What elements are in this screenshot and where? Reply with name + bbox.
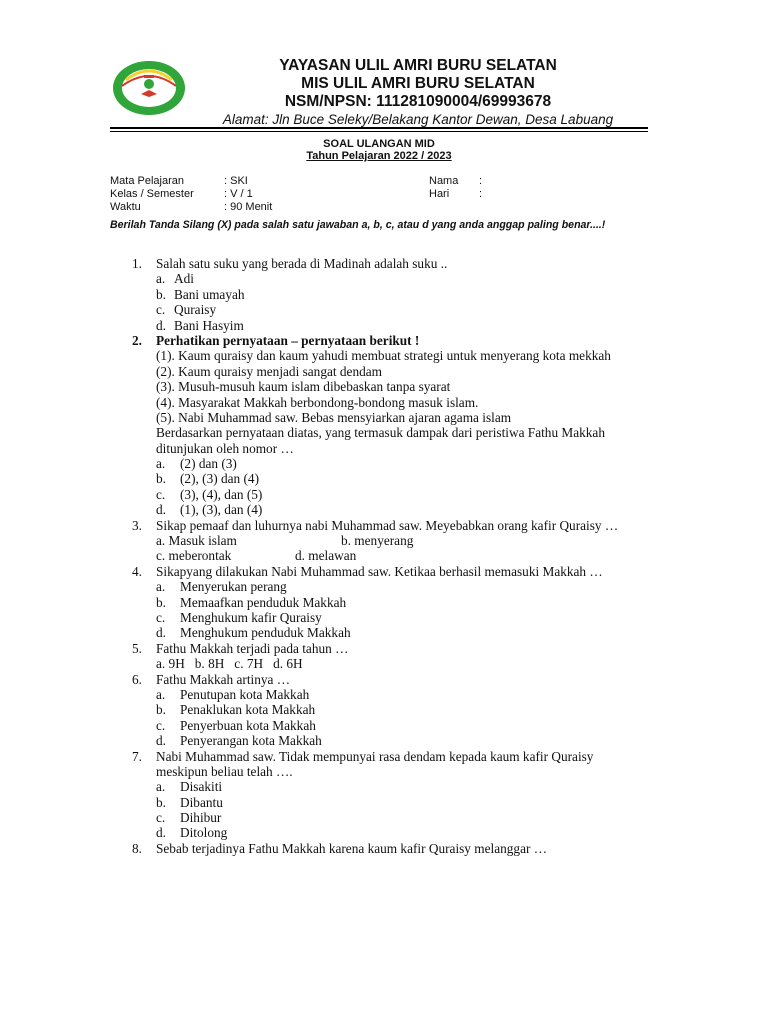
header-divider-thin: [110, 131, 648, 132]
info-row: [110, 175, 272, 188]
exam-info-right: [429, 175, 482, 201]
school-nsm: NSM/NPSN: 111281090004/69993678: [284, 93, 552, 110]
option: [0, 456, 768, 471]
option-text: Penyerbuan kota Makkah: [180, 717, 316, 733]
option-letter: c.: [156, 486, 166, 502]
option-letter: d.: [156, 317, 166, 333]
option-letter: b.: [156, 702, 166, 718]
question-6: [0, 672, 768, 687]
option-text: Bani Hasyim: [174, 317, 244, 333]
option-text: (2), (3) dan (4): [180, 471, 260, 487]
option-text: Dihibur: [180, 810, 222, 826]
question-list: [0, 256, 768, 856]
option-letter: b.: [156, 286, 166, 302]
option-d: d. melawan: [295, 548, 357, 564]
option-letter: d.: [156, 733, 166, 749]
prompt-text: ditunjukan oleh nomor …: [156, 440, 294, 456]
info-row: [429, 175, 482, 188]
option: [0, 318, 768, 333]
question-4: [0, 564, 768, 579]
option: [0, 795, 768, 810]
statement-text: (4). Masyarakat Makkah berbondong-bondong masuk islam.: [156, 394, 479, 410]
statement: [0, 410, 768, 425]
option-c: c. meberontak: [156, 548, 232, 564]
question-prompt: [0, 425, 768, 440]
header-divider-thick: [110, 127, 648, 129]
option-row: [0, 548, 768, 563]
option: [0, 825, 768, 840]
option-letter: c.: [156, 717, 166, 733]
question-text: Salah satu suku yang berada di Madinah adalah suku ..: [156, 256, 448, 271]
statement-text: (1). Kaum quraisy dan kaum yahudi membuat strategi untuk menyerang kota mekkah: [156, 348, 611, 364]
question-2: [0, 333, 768, 348]
option-letter: d.: [156, 502, 166, 518]
option-text: Menyerukan perang: [180, 579, 287, 595]
option-letter: d.: [156, 625, 166, 641]
option-text: (3), (4), dan (5): [180, 486, 263, 502]
exam-info-left: [110, 175, 272, 214]
statement: [0, 348, 768, 363]
statement: [0, 395, 768, 410]
statement-text: (3). Musuh-musuh kaum islam dibebaskan tanpa syarat: [156, 379, 451, 395]
option: [0, 579, 768, 594]
option-text: Menghukum penduduk Makkah: [180, 625, 351, 641]
option-text: Dibantu: [180, 794, 223, 810]
question-number: 4.: [132, 563, 142, 579]
question-number: 2.: [132, 332, 142, 348]
statement: [0, 379, 768, 394]
info-row: [110, 188, 272, 201]
school-address: Alamat: Jln Buce Seleky/Belakang Kantor Dewan, Desa Labuang: [222, 112, 614, 127]
question-3: [0, 518, 768, 533]
info-value: : 90 Menit: [224, 201, 273, 213]
question-text: Sebab terjadinya Fathu Makkah karena kaum kafir Quraisy melanggar …: [156, 840, 548, 856]
option-letter: a.: [156, 579, 166, 595]
info-label: Nama: [429, 175, 459, 187]
option: [0, 733, 768, 748]
question-1: [0, 256, 768, 271]
question-number: 6.: [132, 671, 142, 687]
exam-title: [110, 138, 648, 162]
info-row: [110, 201, 272, 214]
option-letter: b.: [156, 471, 166, 487]
option-text: Penaklukan kota Makkah: [180, 702, 316, 718]
option: [0, 702, 768, 717]
option-text: Adi: [174, 271, 194, 287]
option: [0, 610, 768, 625]
option-letter: a.: [156, 686, 166, 702]
option-text: Penutupan kota Makkah: [180, 686, 310, 702]
instruction-text: Berilah Tanda Silang (X) pada salah satu jawaban a, b, c, atau d yang anda anggap paling benar....!: [110, 219, 606, 231]
question-number: 5.: [132, 640, 142, 656]
question-text: meskipun beliau telah ….: [156, 763, 293, 779]
option: [0, 271, 768, 286]
option-text: Penyerangan kota Makkah: [180, 733, 322, 749]
question-number: 3.: [132, 517, 142, 533]
option-letter: a.: [156, 271, 166, 287]
question-text-cont: [0, 764, 768, 779]
option-text: Ditolong: [180, 825, 228, 841]
option-a: a. Masuk islam: [156, 533, 237, 549]
info-value: : SKI: [224, 175, 248, 187]
option-text: Quraisy: [174, 302, 217, 318]
school-logo: [112, 60, 186, 116]
option: [0, 302, 768, 317]
option: [0, 687, 768, 702]
option-text: (2) dan (3): [180, 456, 237, 472]
statement-text: (2). Kaum quraisy menjadi sangat dendam: [156, 363, 382, 379]
option: [0, 471, 768, 486]
question-number: 8.: [132, 840, 142, 856]
info-label: Hari: [429, 188, 450, 200]
option: [0, 779, 768, 794]
question-prompt: [0, 441, 768, 456]
option-letter: c.: [156, 810, 166, 826]
exam-year: Tahun Pelajaran 2022 / 2023: [306, 150, 452, 162]
question-text: Fathu Makkah terjadi pada tahun …: [156, 640, 349, 656]
info-value: : V / 1: [224, 188, 253, 200]
option-text: Disakiti: [180, 779, 223, 795]
question-text: Nabi Muhammad saw. Tidak mempunyai rasa dendam kepada kaum kafir Quraisy: [156, 748, 594, 764]
option-letter: d.: [156, 825, 166, 841]
option-letter: a.: [156, 456, 166, 472]
prompt-text: Berdasarkan pernyataan diatas, yang termasuk dampak dari peristiwa Fathu Makkah: [156, 425, 605, 441]
option-letter: a.: [156, 779, 166, 795]
option-letter: c.: [156, 302, 166, 318]
info-label: Waktu: [110, 201, 141, 213]
option: [0, 718, 768, 733]
option-letter: c.: [156, 609, 166, 625]
option-text: (1), (3), dan (4): [180, 502, 263, 518]
question-8: [0, 841, 768, 856]
info-label: Mata Pelajaran: [110, 175, 184, 187]
option-row: [0, 533, 768, 548]
info-value: :: [479, 188, 483, 200]
option-letter: b.: [156, 594, 166, 610]
option: [0, 595, 768, 610]
info-label: Kelas / Semester: [110, 188, 194, 200]
statement-text: (5). Nabi Muhammad saw. Bebas mensyiarkan ajaran agama islam: [156, 409, 512, 425]
question-text: Sikap pemaaf dan luhurnya nabi Muhammad saw. Meyebabkan orang kafir Quraisy …: [156, 517, 619, 533]
options-line: a. 9H b. 8H c. 7H d. 6H: [156, 656, 303, 672]
option: [0, 487, 768, 502]
question-7: [0, 749, 768, 764]
option: [0, 810, 768, 825]
option-text: Bani umayah: [174, 286, 245, 302]
statement: [0, 364, 768, 379]
question-number: 1.: [132, 256, 142, 271]
option-row: [0, 656, 768, 671]
option-text: Menghukum kafir Quraisy: [180, 609, 322, 625]
info-value: :: [479, 175, 483, 187]
option: [0, 287, 768, 302]
option-text: Memaafkan penduduk Makkah: [180, 594, 347, 610]
option-b: b. menyerang: [341, 533, 414, 549]
exam-name: SOAL ULANGAN MID: [323, 138, 435, 150]
option: [0, 625, 768, 640]
option: [0, 502, 768, 517]
foundation-name: YAYASAN ULIL AMRI BURU SELATAN: [279, 57, 557, 74]
question-5: [0, 641, 768, 656]
question-text: Sikapyang dilakukan Nabi Muhammad saw. Ketikaa berhasil memasuki Makkah …: [156, 563, 603, 579]
question-text: Fathu Makkah artinya …: [156, 671, 291, 687]
school-name: MIS ULIL AMRI BURU SELATAN: [301, 75, 535, 92]
info-row: [429, 188, 482, 201]
question-text: Perhatikan pernyataan – pernyataan berikut !: [156, 332, 420, 348]
question-number: 7.: [132, 748, 142, 764]
option-letter: b.: [156, 794, 166, 810]
letterhead: [200, 57, 636, 128]
